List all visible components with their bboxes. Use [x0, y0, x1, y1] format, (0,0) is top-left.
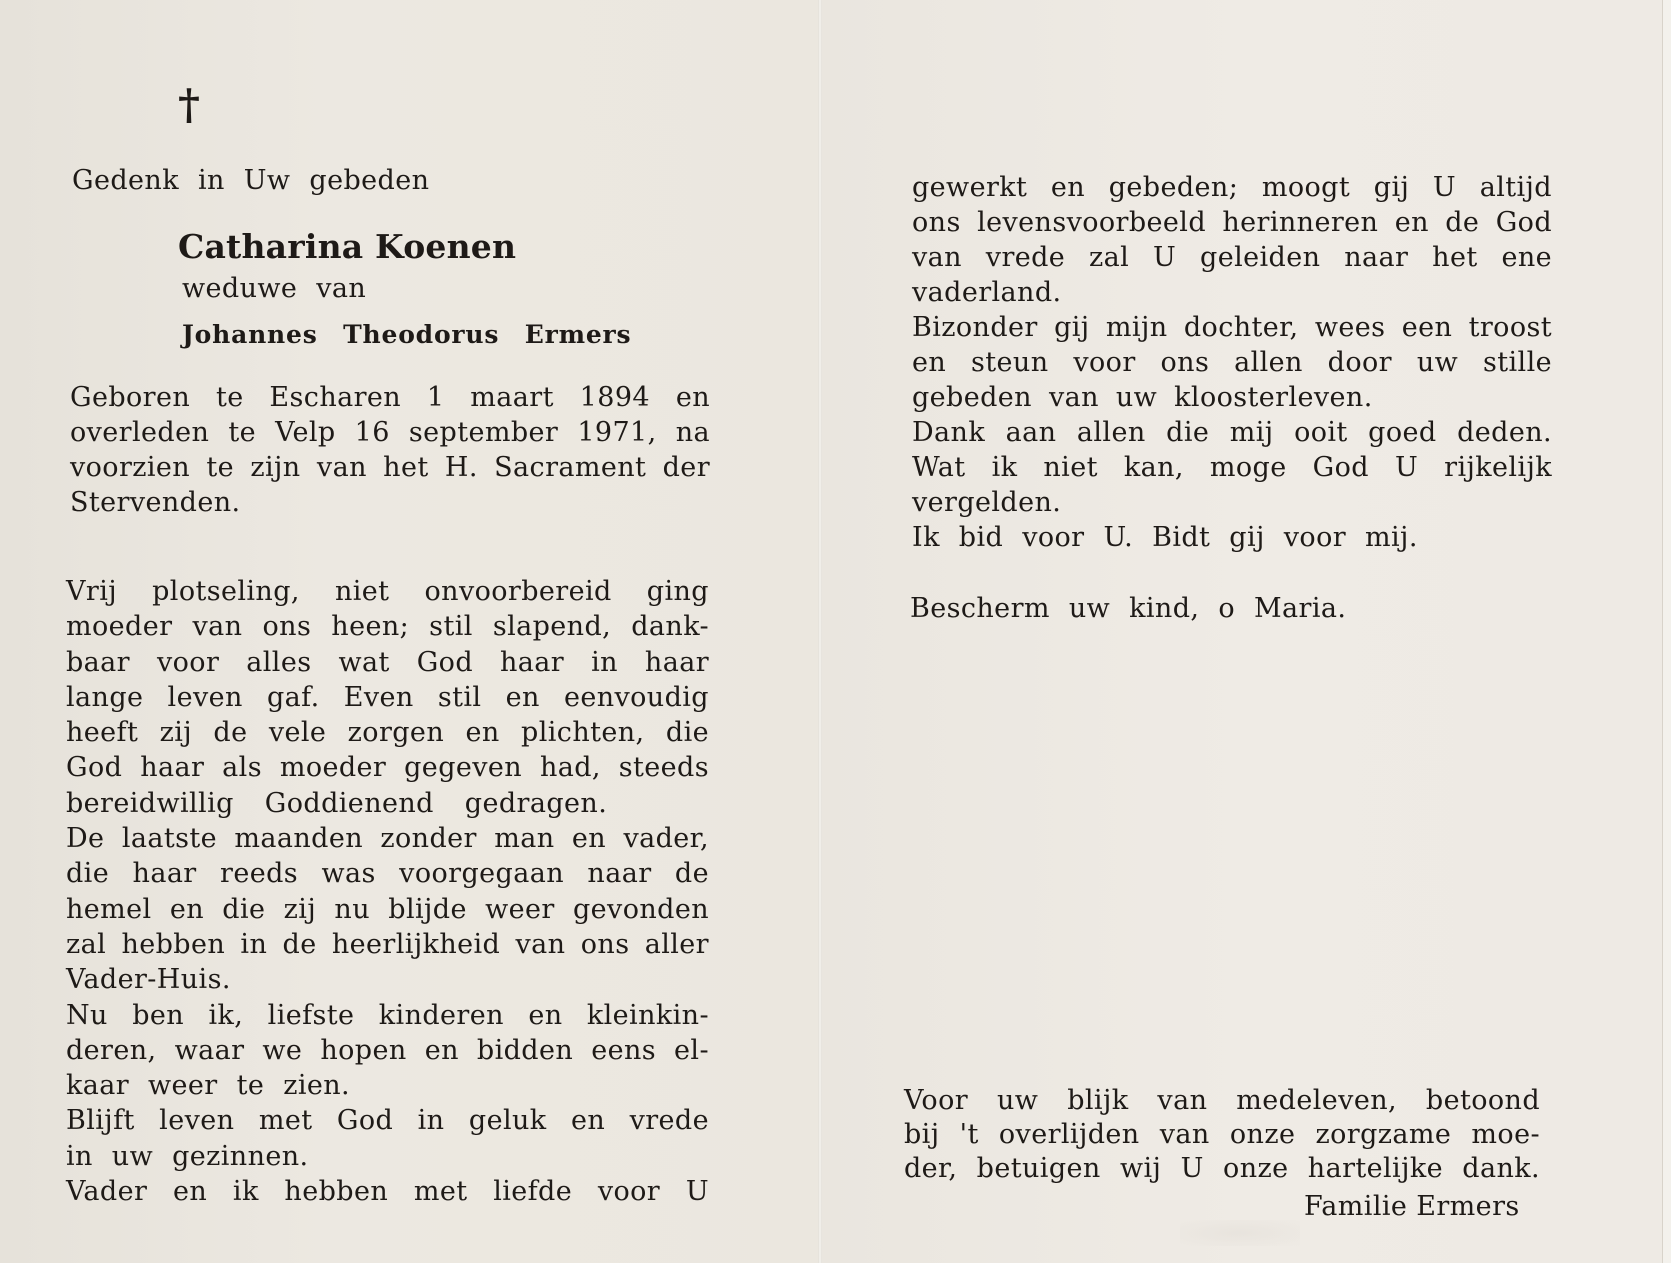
text-line: De laatste maanden zonder man en vader,	[66, 823, 709, 855]
text-line: Dank aan allen die mij ooit goed deden.	[912, 417, 1552, 448]
memorial-text-left	[66, 574, 709, 1209]
text-line: ons levensvoorbeeld herinneren en de God	[912, 207, 1552, 238]
card-fold	[818, 0, 822, 1263]
text-line: die haar reeds was voorgegaan naar de	[66, 858, 709, 890]
text-line: Nu ben ik, liefste kinderen en kleinkin-	[66, 999, 709, 1031]
text-line: zal hebben in de heerlijkheid van ons aller	[66, 928, 709, 960]
text-line: Vrij plotseling, niet onvoorbereid ging	[66, 576, 709, 607]
text-line: kaar weer te zien.	[66, 1070, 351, 1102]
prayer-motto: Bescherm uw kind, o Maria.	[910, 593, 1347, 624]
text-line: lange leven gaf. Even stil en eenvoudig	[66, 681, 709, 713]
text-line: hemel en die zij nu blijde weer gevonden	[66, 893, 709, 925]
text-line: en steun voor ons allen door uw stille	[912, 347, 1552, 378]
text-line: gebeden van uw kloosterleven.	[912, 382, 1373, 413]
intro-text: Gedenk in Uw gebeden	[72, 165, 430, 196]
text-line: heeft zij de vele zorgen en plichten, die	[66, 717, 709, 749]
widow-of-text: weduwe van	[182, 273, 367, 304]
birth-death-paragraph	[70, 380, 710, 520]
text-line: vergelden.	[912, 487, 1062, 518]
text-line: moeder van ons heen; stil slapend, dank-	[66, 611, 709, 643]
text-line: deren, waar we hopen en bidden eens el-	[66, 1034, 709, 1066]
text-line: gewerkt en gebeden; moogt gij U altijd	[912, 172, 1552, 203]
text-line: overleden te Velp 16 september 1971, na	[70, 417, 710, 448]
text-line: Vader en ik hebben met liefde voor U	[66, 1176, 709, 1208]
deceased-name: Catharina Koenen	[178, 227, 517, 266]
text-line: bereidwillig Goddienend gedragen.	[66, 787, 608, 819]
paper-smudge	[1180, 1220, 1300, 1246]
text-line: van vrede zal U geleiden naar het ene	[912, 242, 1552, 273]
text-line: God haar als moeder gegeven had, steeds	[66, 752, 709, 784]
text-line: baar voor alles wat God haar in haar	[66, 646, 709, 678]
text-line: in uw gezinnen.	[66, 1140, 309, 1172]
husband-name: Johannes Theodorus Ermers	[182, 320, 632, 349]
card-edge	[1662, 0, 1671, 1263]
thanks-paragraph	[904, 1084, 1540, 1186]
memorial-text-right	[912, 170, 1552, 555]
text-line: der, betuigen wij U onze hartelijke dank.	[904, 1153, 1540, 1184]
text-line: Stervenden.	[70, 487, 241, 518]
text-line: Blijft leven met God in geluk en vrede	[66, 1105, 709, 1137]
text-line: Geboren te Escharen 1 maart 1894 en	[70, 382, 710, 413]
text-line: Vader-Huis.	[66, 964, 231, 996]
family-signature: Familie Ermers	[1304, 1191, 1520, 1222]
text-line: Bizonder gij mijn dochter, wees een troost	[912, 312, 1552, 343]
text-line: Wat ik niet kan, moge God U rijkelijk	[912, 452, 1552, 483]
text-line: Voor uw blijk van medeleven, betoond	[904, 1085, 1540, 1116]
text-line: bij 't overlijden van onze zorgzame moe-	[904, 1119, 1540, 1150]
text-line: vaderland.	[912, 277, 1062, 308]
text-line: Ik bid voor U. Bidt gij voor mij.	[912, 522, 1418, 553]
text-line: voorzien te zijn van het H. Sacrament der	[70, 452, 710, 483]
cross-icon: †	[178, 80, 200, 129]
